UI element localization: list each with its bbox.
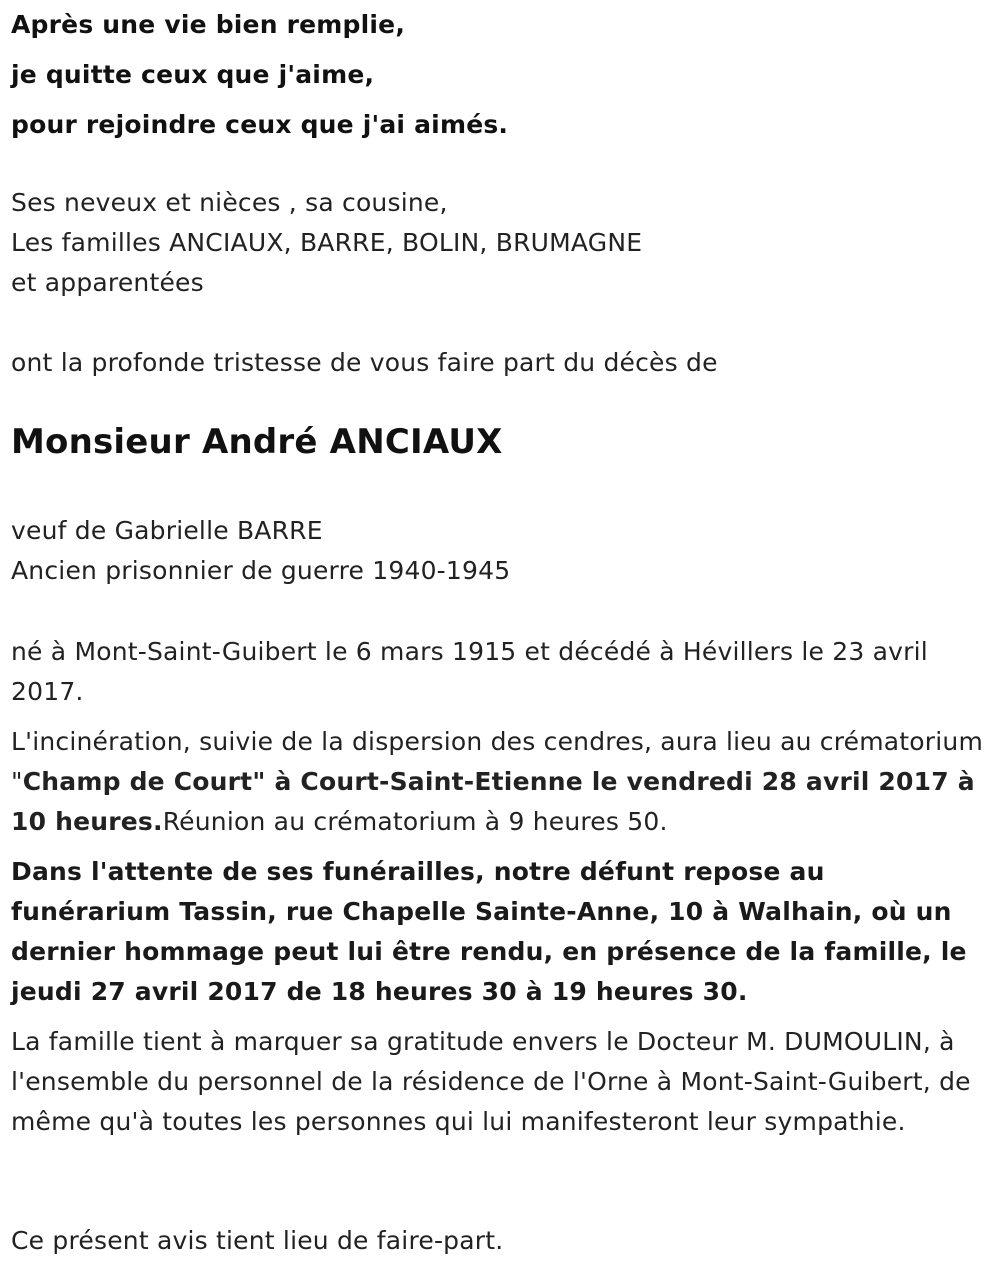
family-line-3: et apparentées	[11, 268, 204, 297]
cremation-location-time: Champ de Court" à Court-Saint-Etienne le vendredi 28 avril 2017 à 10 heures.	[11, 767, 975, 836]
widower-line: veuf de Gabrielle BARRE	[11, 516, 323, 545]
announcement-text: ont la profonde tristesse de vous faire part du décès de	[11, 348, 718, 377]
prisoner-line: Ancien prisonnier de guerre 1940-1945	[11, 556, 511, 585]
birth-death-paragraph: né à Mont-Saint-Guibert le 6 mars 1915 et décédé à Hévillers le 23 avril 2017.	[11, 637, 928, 706]
cremation-meeting: Réunion au crématorium à 9 heures 50.	[162, 807, 668, 836]
family-line-1: Ses neveux et nièces , sa cousine,	[11, 188, 448, 217]
poem-line-2: je quitte ceux que j'aime,	[11, 60, 375, 89]
poem-line-1: Après une vie bien remplie,	[11, 10, 406, 39]
poem-line-3: pour rejoindre ceux que j'ai aimés.	[11, 110, 509, 139]
cremation-paragraph	[11, 722, 986, 842]
cremation-intro: L'incinération, suivie de la dispersion des cendres, aura lieu au crématorium "	[11, 727, 984, 796]
family-line-2: Les familles ANCIAUX, BARRE, BOLIN, BRUMAGNE	[11, 228, 643, 257]
wake-paragraph: Dans l'attente de ses funérailles, notre défunt repose au funérarium Tassin, rue Chapelle Sainte-Anne, 10 à Walhain, où un dernier hommage peut lui être rendu, en présence de la famille, le jeudi 27 avril 2017 de 18 heures 30 à 19 heures 30.	[11, 857, 967, 1006]
gratitude-paragraph: La famille tient à marquer sa gratitude envers le Docteur M. DUMOULIN, à l'ensemble du personnel de la résidence de l'Orne à Mont-Saint-Guibert, de même qu'à toutes les personnes qui lui manifesteront leur sympathie.	[11, 1027, 971, 1136]
deceased-name: Monsieur André ANCIAUX	[11, 422, 503, 462]
closing-line: Ce présent avis tient lieu de faire-part.	[11, 1226, 504, 1255]
